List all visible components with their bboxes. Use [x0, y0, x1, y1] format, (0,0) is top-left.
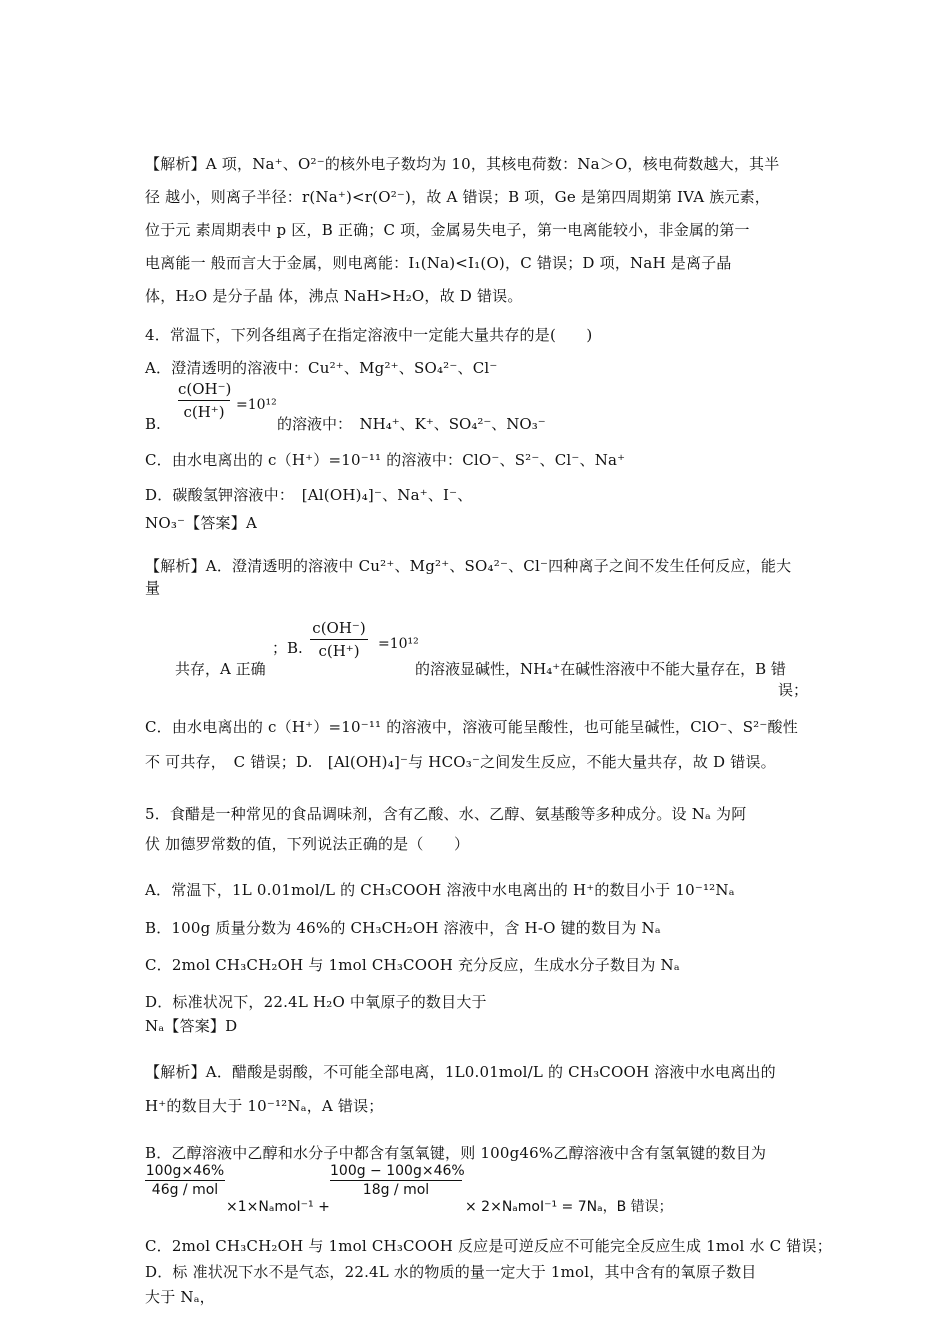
- fraction-ethanol: [145, 1163, 225, 1198]
- analysis-line-5: 体，H₂O 是分子晶 体，沸点 NaH>H₂O，故 D 错误。: [145, 287, 523, 305]
- question-4-analysis-5: 不 可共存， C 错误；D. [Al(OH)₄]⁻与 HCO₃⁻之间发生反应，不能大量共存，故 D 错误。: [145, 753, 776, 771]
- fraction-denominator: 46g / mol: [151, 1182, 219, 1198]
- question-4-analysis-4: C．由水电离出的 c（H⁺）=10⁻¹¹ 的溶液中，溶液可能呈酸性，也可能呈碱性，ClO⁻、S²⁻酸性: [145, 718, 798, 736]
- question-4-option-d: D．碳酸氢钾溶液中： [Al(OH)₄]⁻、Na⁺、I⁻、: [145, 486, 473, 504]
- question-4: 4．常温下，下列各组离子在指定溶液中一定能大量共存的是( ): [145, 326, 593, 344]
- question-5-option-b: B．100g 质量分数为 46%的 CH₃CH₂OH 溶液中，含 H-O 键的数目为 Nₐ: [145, 919, 661, 937]
- analysis-line-1: 【解析】A 项，Na⁺、O²⁻的核外电子数均为 10，其核电荷数：Na＞O，核电荷数越大，其半: [145, 155, 780, 173]
- question-4-analysis-3b: 的溶液显碱性，NH₄⁺在碱性溶液中不能大量存在，B 错: [415, 660, 786, 678]
- question-4-analysis-1: 【解析】A．澄清透明的溶液中 Cu²⁺、Mg²⁺、SO₄²⁻、Cl⁻四种离子之间不发生任何反应，能大: [145, 557, 792, 575]
- fraction-rhs-2: =10¹²: [378, 636, 419, 652]
- question-5-analysis-1: 【解析】A．醋酸是弱酸，不可能全部电离，1L0.01mol/L 的 CH₃COOH 溶液中水电离出的: [145, 1063, 776, 1081]
- fraction-numerator: c(OH⁻): [312, 619, 366, 637]
- analysis-line-4: 电离能一 般而言大于金属，则电离能：I₁(Na)<I₁(O)，C 错误；D 项，NaH 是离子晶: [145, 254, 732, 272]
- question-5-option-d: D．标准状况下，22.4L H₂O 中氧原子的数目大于: [145, 993, 487, 1011]
- question-4-option-b-text: 的溶液中： NH₄⁺、K⁺、SO₄²⁻、NO₃⁻: [277, 415, 546, 433]
- fraction-denominator: c(H⁺): [318, 642, 360, 660]
- question-5-analysis-d: D．标 准状况下水不是气态，22.4L 水的物质的量一定大于 1mol，其中含有的氧原子数目: [145, 1263, 757, 1281]
- fraction-numerator: 100g − 100g×46%: [330, 1163, 465, 1179]
- fraction-oh-over-h: [178, 380, 230, 421]
- question-5-analysis-c: C．2mol CH₃CH₂OH 与 1mol CH₃COOH 反应是可逆反应不可能完全反应生成 1mol 水 C 错误；: [145, 1237, 832, 1255]
- question-5-analysis-2: H⁺的数目大于 10⁻¹²Nₐ，A 错误；: [145, 1097, 384, 1115]
- question-5-analysis-d-2: 大于 Nₐ，: [145, 1288, 215, 1306]
- question-4-answer: NO₃⁻【答案】A: [145, 514, 257, 532]
- fraction-oh-over-h-2: [310, 619, 368, 660]
- question-4-option-c: C．由水电离出的 c（H⁺）=10⁻¹¹ 的溶液中：ClO⁻、S²⁻、Cl⁻、Na⁺: [145, 451, 626, 469]
- question-5-line-1: 5．食醋是一种常见的食品调味剂，含有乙酸、水、乙醇、氨基酸等多种成分。设 Nₐ 为阿: [145, 805, 747, 823]
- formula-part-2: × 2×NₐmoI⁻¹ = 7Nₐ，B 错误；: [465, 1199, 673, 1215]
- question-4-option-b-label: B.: [145, 415, 161, 433]
- analysis-line-2: 径 越小，则离子半径：r(Na⁺)<r(O²⁻)，故 A 错误；B 项，Ge 是第四周期第 IVA 族元素，: [145, 188, 770, 206]
- question-5-line-2: 伏 加德罗常数的值，下列说法正确的是（ ）: [145, 835, 470, 853]
- formula-part-1: ×1×NₐmoI⁻¹ +: [226, 1199, 330, 1215]
- analysis-line-3: 位于元 素周期表中 p 区，B 正确；C 项，金属易失电子，第一电离能较小，非金属的第一: [145, 221, 750, 239]
- fraction-numerator: 100g×46%: [145, 1163, 225, 1179]
- question-4-analysis-b-label: ；B.: [272, 639, 303, 657]
- question-5-answer: Nₐ【答案】D: [145, 1017, 238, 1035]
- question-4-analysis-3a: 共存，A 正确: [175, 660, 266, 678]
- fraction-rhs: =10¹²: [236, 397, 277, 413]
- question-5-analysis-3: B．乙醇溶液中乙醇和水分子中都含有氢氧键，则 100g46%乙醇溶液中含有氢氧键的数目为: [145, 1144, 767, 1162]
- fraction-denominator: c(H⁺): [183, 403, 225, 421]
- question-5-option-c: C．2mol CH₃CH₂OH 与 1mol CH₃COOH 充分反应，生成水分子数目为 Nₐ: [145, 956, 680, 974]
- question-4-analysis-3c: 误；: [778, 681, 809, 699]
- fraction-numerator: c(OH⁻): [178, 380, 232, 398]
- fraction-water: [330, 1163, 465, 1198]
- question-4-option-a: A．澄清透明的溶液中：Cu²⁺、Mg²⁺、SO₄²⁻、Cl⁻: [145, 359, 498, 377]
- fraction-denominator: 18g / mol: [362, 1182, 430, 1198]
- question-5-option-a: A．常温下，1L 0.01mol/L 的 CH₃COOH 溶液中水电离出的 H⁺的数目小于 10⁻¹²Nₐ: [145, 881, 735, 899]
- question-4-analysis-2: 量: [145, 579, 161, 597]
